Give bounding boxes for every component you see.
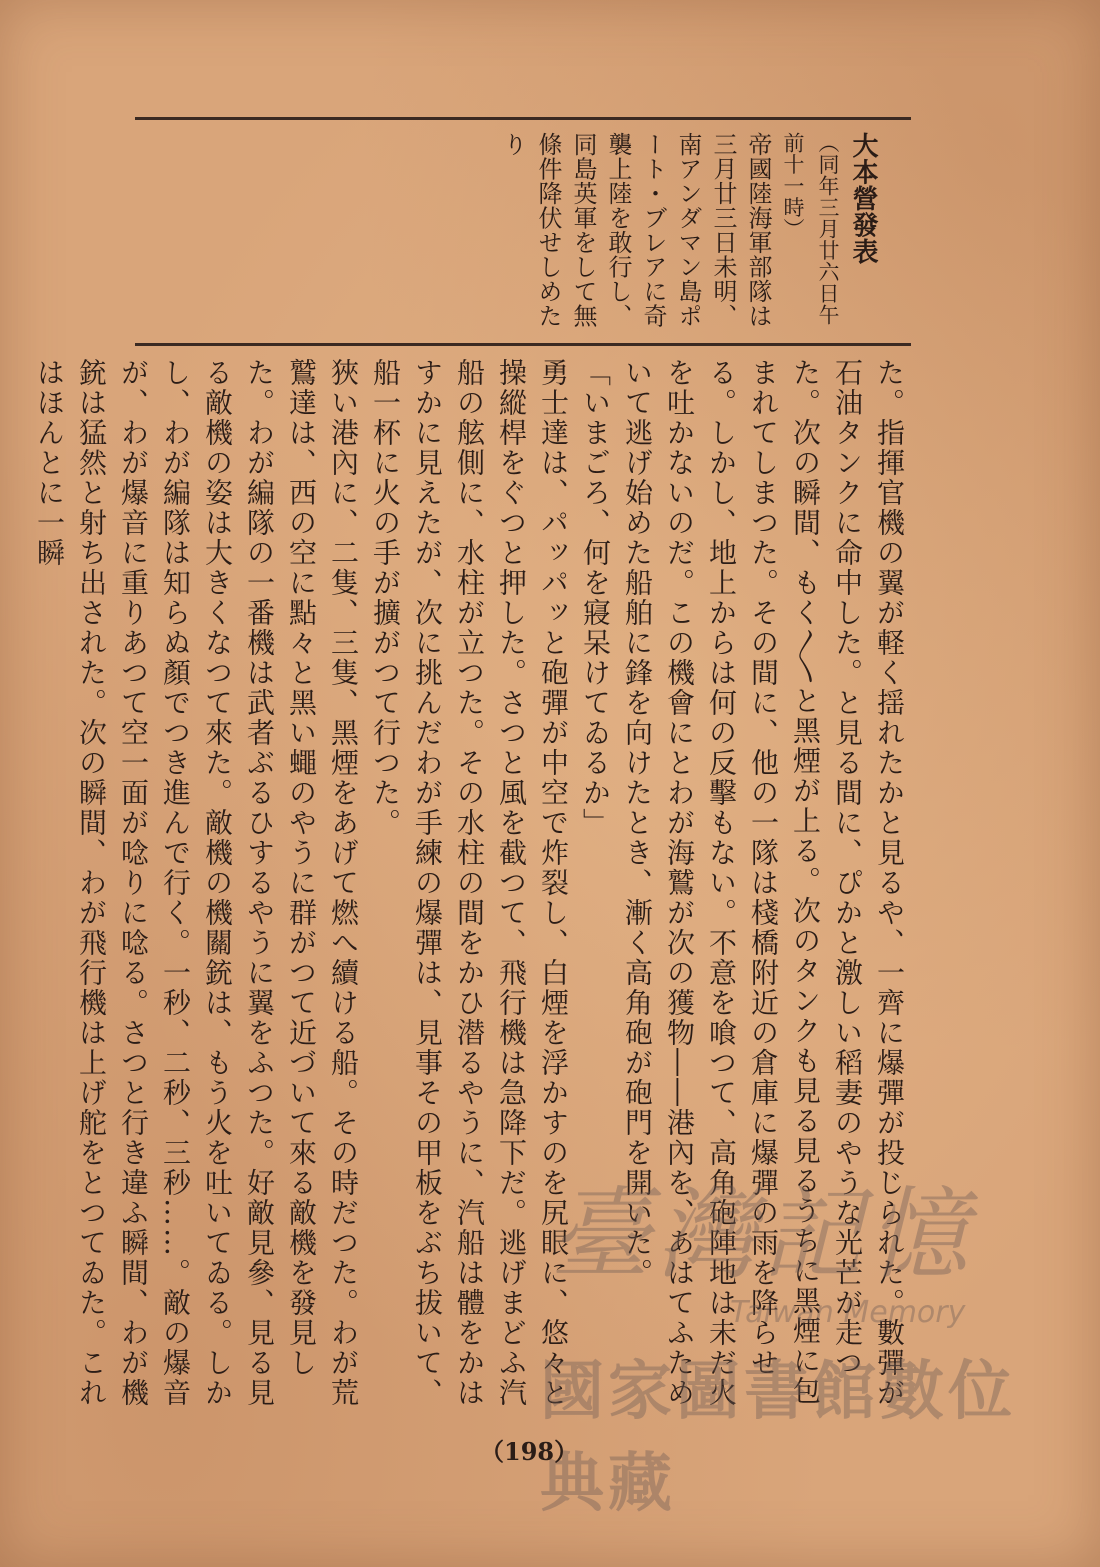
notice-heading: 大本營發表	[848, 132, 878, 265]
watermark-english: Taiwan Memory	[730, 1295, 966, 1330]
page-number: （198）	[480, 1437, 579, 1466]
top-rule	[135, 117, 911, 120]
notice-text: 帝國陸海軍部隊は三月廿三日未明、南アンダマン島ポート・ブレアに奇襲上陸を敢行し、同島英軍をして無條件降伏せしめたり	[499, 132, 772, 328]
notice-date: （同年三月廿六日午前十一時）	[781, 132, 840, 326]
imperial-hq-notice	[450, 132, 880, 337]
middle-rule	[135, 343, 911, 346]
paragraph-4: 狹い港內に、二隻、三隻、黑煙をあげて燃へ續ける船。その時だつた。わが荒鷲達は、西の空に點々と黑い蠅のやうに群がつて近づいて來る敵機を發見した。わが編隊の一番機は武者ぶるひするやうに翼をふつた。好敵見參、見る見る敵機の姿は大きくなつて來た。敵機の機關銃は、もう火を吐いてゐる。しかし、わが編隊は知らぬ顏でつき進んで行く。一秒、二秒、三秒……。敵の爆音が、わが爆音に重りあつて空一面が唸りに唸る。さつと行き違ふ瞬間、わが機銃は猛然と射ち出された。次の瞬間、わが飛行機は上げ舵をとつてゐた。これはほんとに一瞬	[33, 358, 360, 1408]
paragraph-3: 勇士達は、パッパッと砲彈が中空で炸裂し、白煙を浮かすのを尻眼に、悠々と操縱桿をぐつと押した。さつと風を截つて、飛行機は急降下だ。逃げまどふ汽船の舷側に、水柱が立つた。その水柱の間をかひ潜るやうに、汽船は體をかはすかに見えたが、次に挑んだわが手練の爆彈は、見事その甲板をぶち拔いて、船一杯に火の手が擴がつて行つた。	[369, 358, 570, 1408]
paragraph-1: た。指揮官機の翼が軽く揺れたかと見るや、一齊に爆彈が投じられた。數彈が石油タンクに命中した。と見る間に、ぴかと激しい稻妻のやうな光芒が走つた。次の瞬間、もく〳〵と黑煙が上る。次のタンクも見る見るうちに黑煙に包まれてしまつた。その間に、他の一隊は棧橋附近の倉庫に爆彈の雨を降らせる。しかし、地上からは何の反擊もない。不意を喰つて、高角砲陣地は未だ火を吐かないのだ。この機會にとわが海鷲が次の獲物――港內を、あはてふためいて逃げ始めた船舶に鋒を向けたとき、漸く高角砲が砲門を開いた。	[621, 358, 906, 1408]
watermark-subtitle: 國家圖書館數位典藏	[540, 1355, 1016, 1521]
article-body	[33, 358, 910, 1428]
paragraph-2: 「いまごろ、何を寢呆けてゐるか」	[579, 358, 612, 838]
watermark-title: 臺灣記憶	[550, 1176, 974, 1293]
